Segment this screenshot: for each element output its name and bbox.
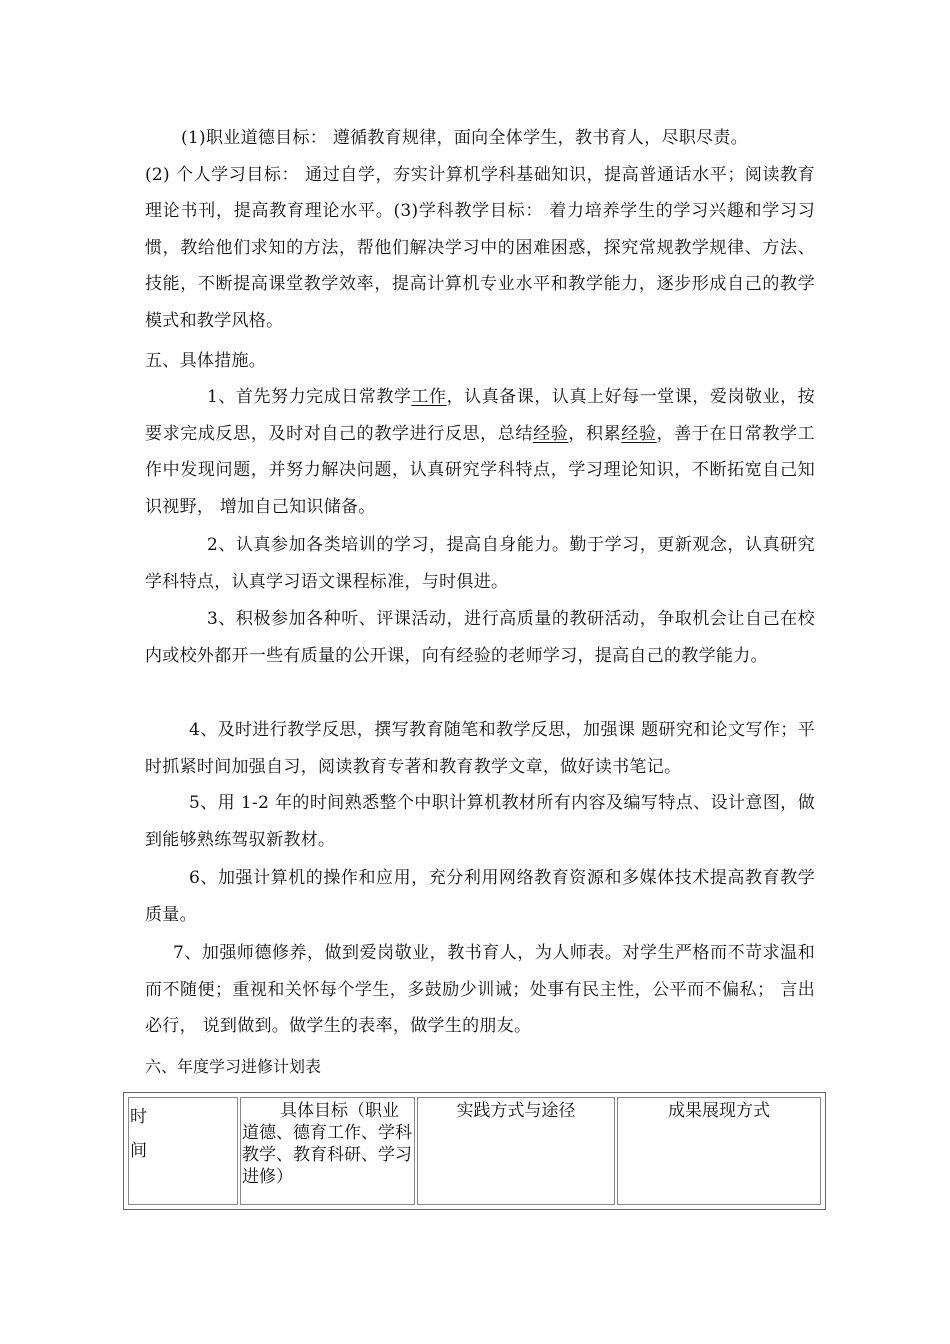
header-time [128, 1097, 238, 1205]
measure-1-text-c: ，积累 [568, 423, 622, 444]
goals-paragraph [145, 120, 815, 339]
measure-1-text-b: ，认真备课，认真上好每一堂课，爱岗敬业，按要求完成反思，及时对自己的教学进行反思，总结 [145, 387, 815, 444]
goal-line-1: (1)职业道德目标： 遵循教育规律，面向全体学生，教书育人，尽职尽责。 [181, 128, 748, 148]
link-experience-2[interactable]: 经验 [621, 423, 657, 444]
measure-4: 4、及时进行教学反思，撰写教育随笔和教学反思，加强课 题研究和论文写作；平时抓紧时间加强自习，阅读教育专著和教育教学文章，做好读书笔记。 [145, 720, 815, 777]
header-time-line1: 时 [130, 1107, 147, 1127]
measure-1-text-d: ，善于在日常教学工作中发现问题，并努力解决问题，认真研究学科特点，学习理论知识，不断拓宽自己知识视野， 增加自己知识储备。 [145, 423, 815, 517]
plan-table-grid [126, 1095, 823, 1207]
section-6-title: 六、年度学习进修计划表 [145, 1057, 322, 1076]
measure-7: 7、加强师德修养，做到爱岗敬业，教书育人，为人师表。对学生严格而不苛求温和而不随便；重视和关怀每个学生，多鼓励少训诫；处事有民主性，公平而不偏私； 言出必行， 说到做到。做学生的表率，做学生的朋友。 [145, 943, 815, 1036]
goal-line-rest: (2) 个人学习目标： 通过自学，夯实计算机学科基础知识，提高普通话水平；阅读教育理论书刊，提高教育理论水平。(3)学科教学目标： 着力培养学生的学习兴趣和学习习惯，教给他们求知的方法，帮他们解决学习中的困难困惑，探究常规教学规律、方法、技能，不断提高课堂教学效率，提高计算机专业水平和教学能力，逐步形成自己的教学模式和教学风格。 [145, 164, 815, 331]
link-experience-1[interactable]: 经验 [533, 423, 569, 444]
measure-6: 6、加强计算机的操作和应用，充分利用网络教育资源和多媒体技术提高教育教学质量。 [145, 868, 815, 925]
measure-3: 3、积极参加各种听、评课活动，进行高质量的教研活动，争取机会让自己在校内或校外都开一些有质量的公开课，向有经验的老师学习，提高自己的教学能力。 [145, 609, 815, 666]
header-time-line2: 间 [130, 1141, 147, 1161]
measure-1-text-a: 1、首先努力完成日常教学 [207, 387, 412, 407]
measure-2: 2、认真参加各类培训的学习，提高自身能力。勤于学习，更新观念，认真研究学科特点，认真学习语文课程标准，与时俱进。 [145, 535, 815, 592]
table-header-row [128, 1097, 821, 1205]
link-work[interactable]: 工作 [411, 387, 447, 407]
measure-1 [145, 379, 815, 525]
header-method: 实践方式与途径 [417, 1097, 615, 1205]
header-goal: 具体目标（职业道德、德育工作、学科教学、教育科研、学习进修） [240, 1097, 415, 1205]
measure-5: 5、用 1-2 年的时间熟悉整个中职计算机教材所有内容及编写特点、设计意图，做到能够熟练驾驭新教材。 [145, 793, 815, 850]
section-5-title: 五、具体措施。 [145, 351, 267, 371]
header-result: 成果展现方式 [617, 1097, 821, 1205]
study-plan-table [123, 1092, 826, 1210]
